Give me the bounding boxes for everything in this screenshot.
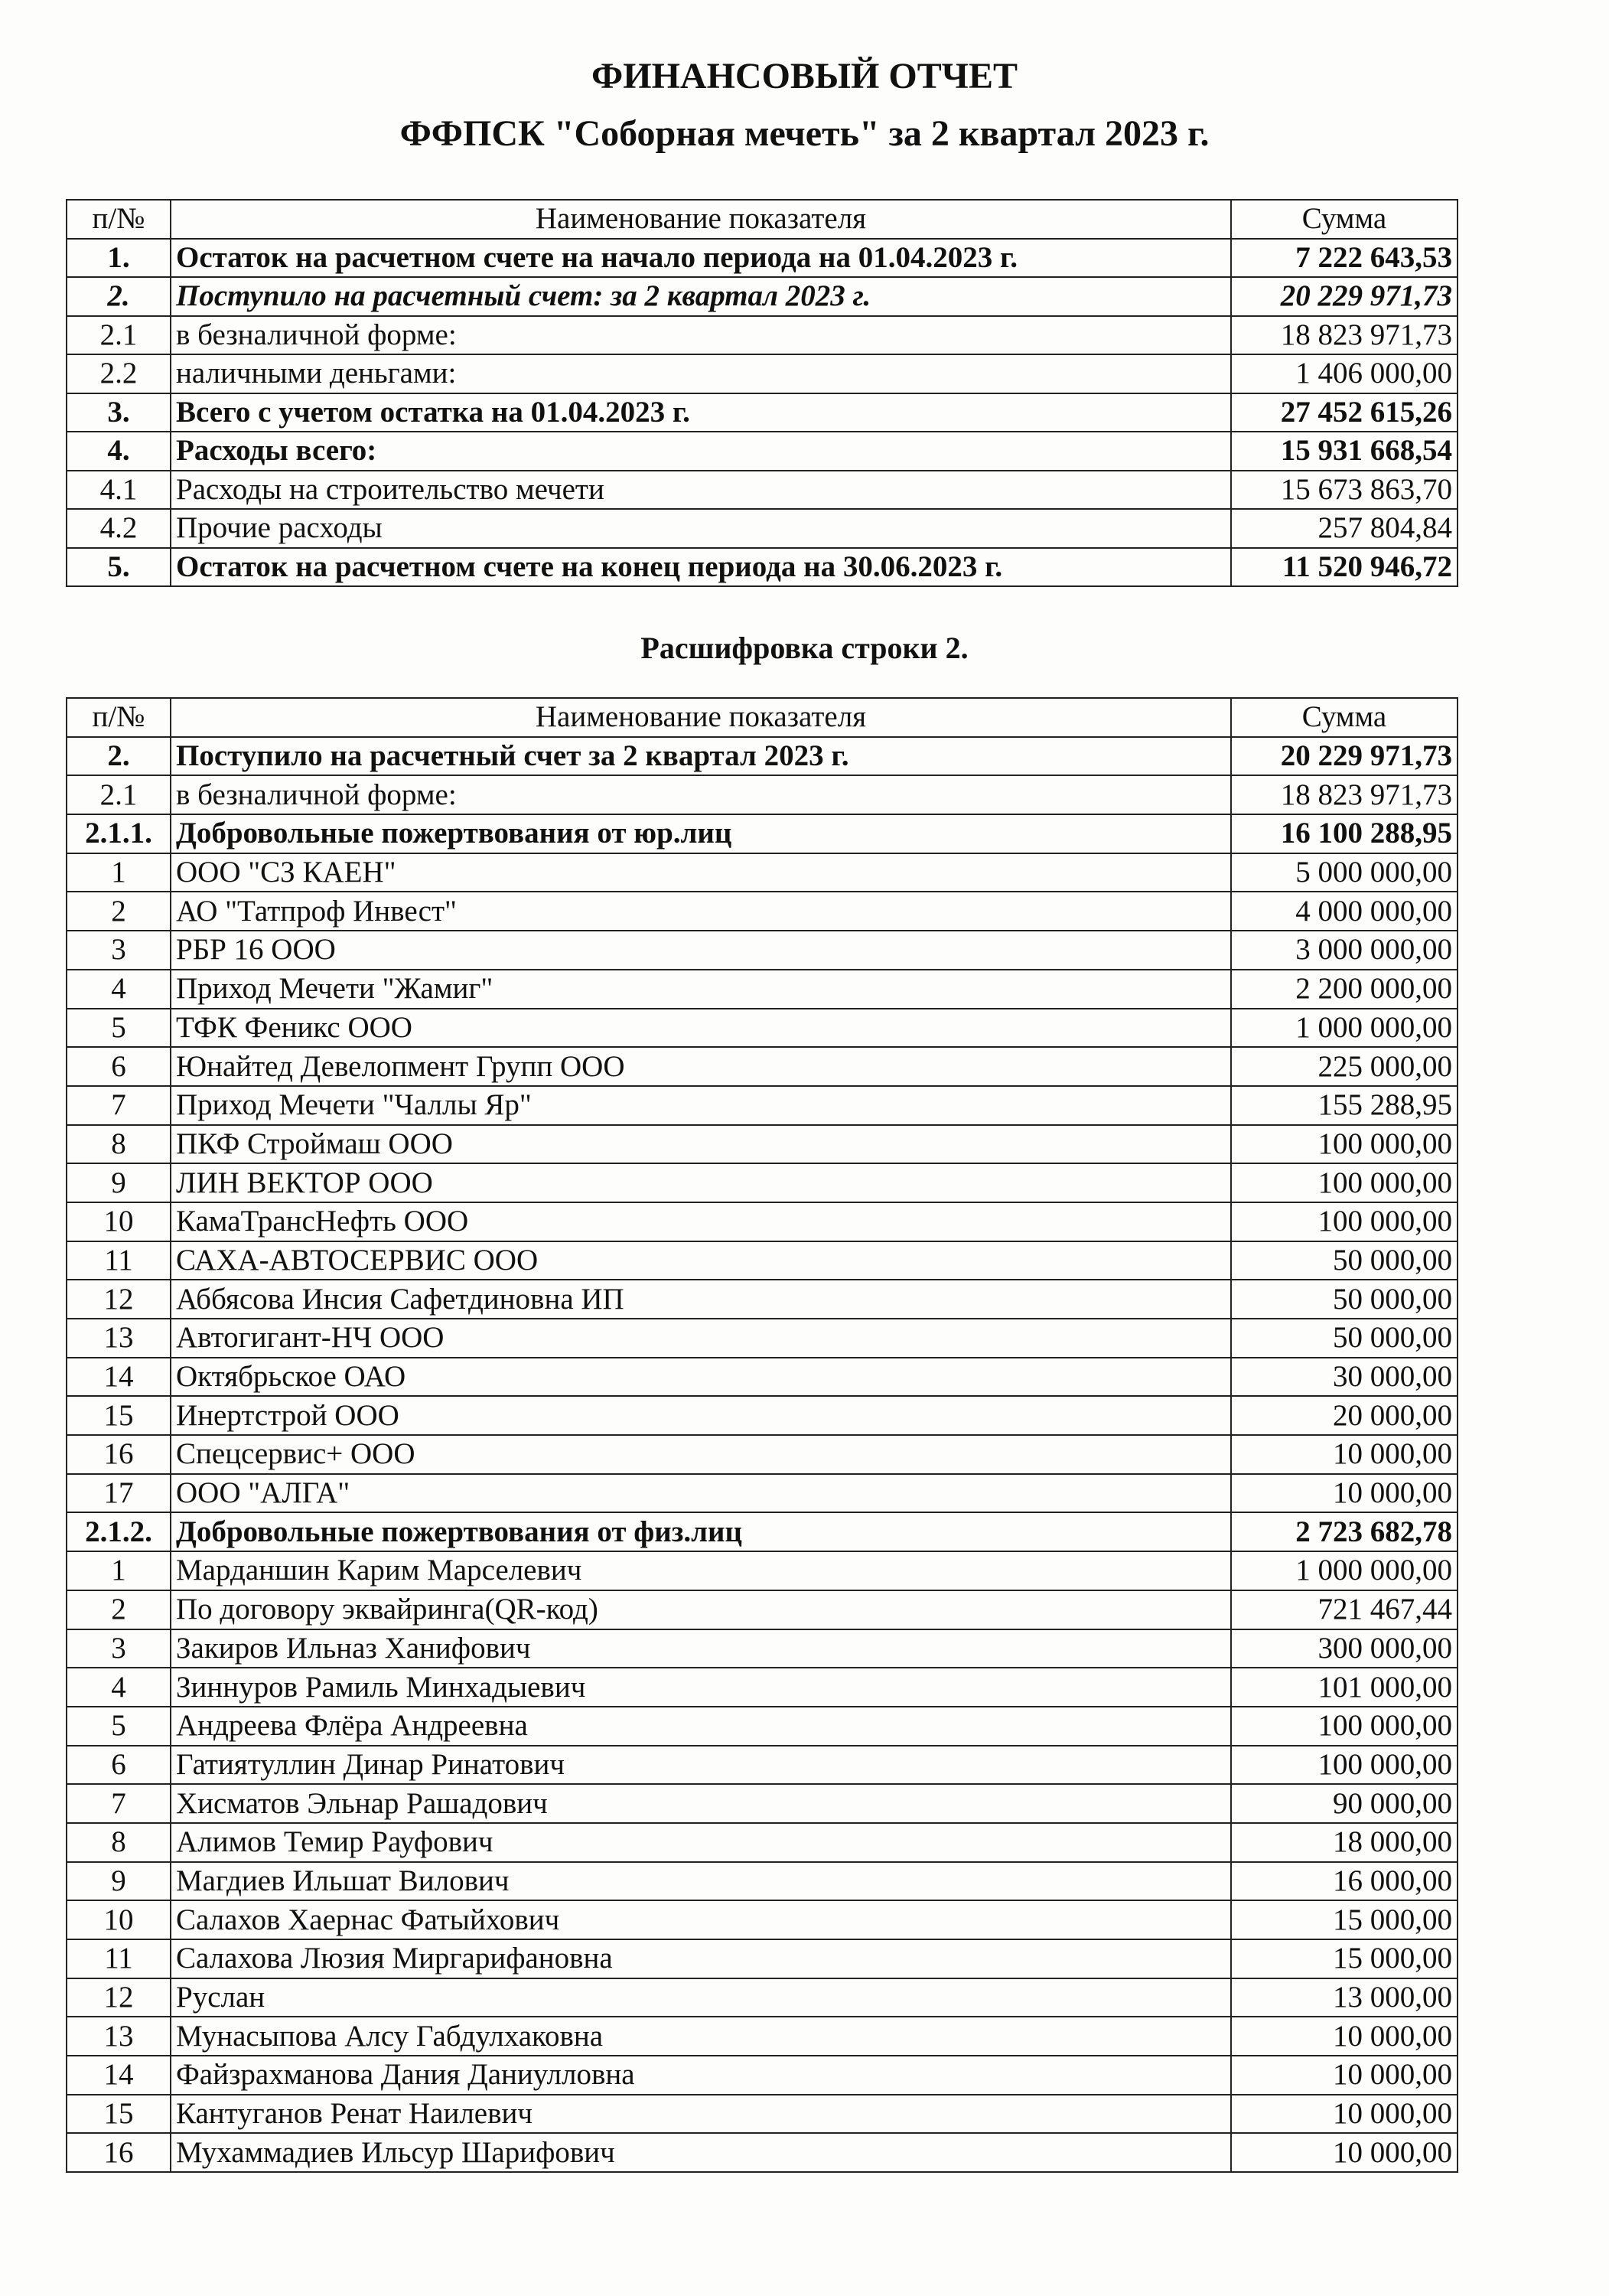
row-sum: 721 467,44 <box>1231 1590 1458 1629</box>
table-row <box>67 1939 1458 1978</box>
table-row <box>67 1629 1458 1668</box>
row-sum: 16 000,00 <box>1231 1862 1458 1901</box>
table-row <box>67 1862 1458 1901</box>
row-number: 2.2 <box>67 354 171 393</box>
table-row <box>67 1163 1458 1202</box>
table-row <box>67 1978 1458 2017</box>
row-number: 5. <box>67 548 171 587</box>
row-name: Остаток на расчетном счете на начало периода на 01.04.2023 г. <box>171 239 1231 278</box>
row-name: Салахов Хаернас Фатыйхович <box>171 1900 1231 1939</box>
row-number: 2. <box>67 737 171 776</box>
row-name: Мунасыпова Алсу Габдулхаковна <box>171 2017 1231 2056</box>
row-name: Кантуганов Ренат Наилевич <box>171 2095 1231 2134</box>
table-row <box>67 1396 1458 1435</box>
row-sum: 10 000,00 <box>1231 2056 1458 2095</box>
row-sum: 1 000 000,00 <box>1231 1551 1458 1590</box>
row-number: 4 <box>67 1668 171 1707</box>
table-row <box>67 239 1458 278</box>
table-row <box>67 471 1458 510</box>
row-number: 14 <box>67 1358 171 1397</box>
page-title: ФИНАНСОВЫЙ ОТЧЕТ <box>591 56 1018 96</box>
breakdown-title: Расшифровка строки 2. <box>640 631 969 665</box>
row-sum: 3 000 000,00 <box>1231 931 1458 970</box>
row-number: 10 <box>67 1900 171 1939</box>
row-sum: 1 000 000,00 <box>1231 1009 1458 1048</box>
row-name: ПКФ Строймаш ООО <box>171 1125 1231 1164</box>
row-sum: 10 000,00 <box>1231 1474 1458 1513</box>
row-name: Марданшин Карим Марселевич <box>171 1551 1231 1590</box>
row-number: 13 <box>67 1319 171 1358</box>
row-sum: 20 229 971,73 <box>1231 737 1458 776</box>
row-name: Расходы на строительство мечети <box>171 471 1231 510</box>
column-header-sum: Сумма <box>1231 200 1458 239</box>
row-sum: 50 000,00 <box>1231 1241 1458 1280</box>
row-number: 2 <box>67 892 171 931</box>
row-number: 4. <box>67 432 171 471</box>
row-number: 17 <box>67 1474 171 1513</box>
table-row <box>67 1047 1458 1086</box>
row-sum: 90 000,00 <box>1231 1784 1458 1823</box>
row-name: Прочие расходы <box>171 509 1231 548</box>
row-sum: 18 823 971,73 <box>1231 316 1458 355</box>
row-name: Мухаммадиев Ильсур Шарифович <box>171 2133 1231 2172</box>
row-name: Поступило на расчетный счет: за 2 квартал 2023 г. <box>171 277 1231 316</box>
row-number: 14 <box>67 2056 171 2095</box>
row-number: 12 <box>67 1280 171 1319</box>
row-sum: 100 000,00 <box>1231 1707 1458 1746</box>
row-sum: 30 000,00 <box>1231 1358 1458 1397</box>
row-number: 9 <box>67 1163 171 1202</box>
row-sum: 13 000,00 <box>1231 1978 1458 2017</box>
row-name: Приход Мечети "Жамиг" <box>171 970 1231 1009</box>
table-row <box>67 316 1458 355</box>
row-sum: 15 000,00 <box>1231 1939 1458 1978</box>
row-name: Руслан <box>171 1978 1231 2017</box>
row-name: Файзрахманова Дания Даниулловна <box>171 2056 1231 2095</box>
row-number: 2.1.2. <box>67 1512 171 1551</box>
row-number: 15 <box>67 2095 171 2134</box>
row-number: 10 <box>67 1202 171 1241</box>
row-sum: 20 229 971,73 <box>1231 277 1458 316</box>
row-name: АО "Татпроф Инвест" <box>171 892 1231 931</box>
table-row <box>67 432 1458 471</box>
table-row <box>67 1125 1458 1164</box>
table-row <box>67 1551 1458 1590</box>
row-number: 5 <box>67 1707 171 1746</box>
row-sum: 5 000 000,00 <box>1231 853 1458 892</box>
table-row <box>67 1707 1458 1746</box>
row-number: 11 <box>67 1939 171 1978</box>
row-number: 3 <box>67 931 171 970</box>
row-name: Закиров Ильназ Ханифович <box>171 1629 1231 1668</box>
row-number: 16 <box>67 1435 171 1474</box>
row-number: 2. <box>67 277 171 316</box>
table-row <box>67 548 1458 587</box>
row-sum: 300 000,00 <box>1231 1629 1458 1668</box>
row-name: Гатиятуллин Динар Ринатович <box>171 1746 1231 1785</box>
row-name: КамаТрансНефть ООО <box>171 1202 1231 1241</box>
row-number: 4 <box>67 970 171 1009</box>
row-number: 2 <box>67 1590 171 1629</box>
row-sum: 15 000,00 <box>1231 1900 1458 1939</box>
column-header-sum: Сумма <box>1231 698 1458 737</box>
row-number: 8 <box>67 1823 171 1862</box>
row-sum: 10 000,00 <box>1231 2017 1458 2056</box>
row-number: 4.1 <box>67 471 171 510</box>
row-number: 6 <box>67 1047 171 1086</box>
page-subtitle: ФФПСК "Соборная мечеть" за 2 квартал 2023 г. <box>399 113 1210 154</box>
table-row <box>67 2133 1458 2172</box>
table-row <box>67 1474 1458 1513</box>
row-number: 13 <box>67 2017 171 2056</box>
table-row <box>67 509 1458 548</box>
row-name: Салахова Люзия Миргарифановна <box>171 1939 1231 1978</box>
row-sum: 20 000,00 <box>1231 1396 1458 1435</box>
row-sum: 15 673 863,70 <box>1231 471 1458 510</box>
row-name: Всего с учетом остатка на 01.04.2023 г. <box>171 393 1231 432</box>
row-sum: 50 000,00 <box>1231 1280 1458 1319</box>
row-sum: 155 288,95 <box>1231 1086 1458 1125</box>
row-name: ООО "АЛГА" <box>171 1474 1231 1513</box>
row-name: Автогигант-НЧ ООО <box>171 1319 1231 1358</box>
row-name: Остаток на расчетном счете на конец периода на 30.06.2023 г. <box>171 548 1231 587</box>
row-sum: 2 200 000,00 <box>1231 970 1458 1009</box>
table-row <box>67 277 1458 316</box>
table-row <box>67 1319 1458 1358</box>
row-number: 3. <box>67 393 171 432</box>
row-sum: 27 452 615,26 <box>1231 393 1458 432</box>
row-number: 15 <box>67 1396 171 1435</box>
row-name: Алимов Темир Рауфович <box>171 1823 1231 1862</box>
row-sum: 7 222 643,53 <box>1231 239 1458 278</box>
row-number: 5 <box>67 1009 171 1048</box>
row-sum: 100 000,00 <box>1231 1202 1458 1241</box>
table-row <box>67 2056 1458 2095</box>
row-name: ООО "СЗ КАЕН" <box>171 853 1231 892</box>
row-sum: 11 520 946,72 <box>1231 548 1458 587</box>
table-row <box>67 1241 1458 1280</box>
row-name: Юнайтед Девелопмент Групп ООО <box>171 1047 1231 1086</box>
column-header-name: Наименование показателя <box>171 200 1231 239</box>
row-name: Поступило на расчетный счет за 2 квартал 2023 г. <box>171 737 1231 776</box>
row-name: Аббясова Инсия Сафетдиновна ИП <box>171 1280 1231 1319</box>
row-name: Добровольные пожертвования от физ.лиц <box>171 1512 1231 1551</box>
row-number: 2.1 <box>67 775 171 814</box>
table-row <box>67 1784 1458 1823</box>
breakdown-table <box>66 697 1458 2173</box>
table-row <box>67 1512 1458 1551</box>
table-row <box>67 1590 1458 1629</box>
row-sum: 15 931 668,54 <box>1231 432 1458 471</box>
row-number: 2.1.1. <box>67 814 171 853</box>
row-number: 4.2 <box>67 509 171 548</box>
table-header-row <box>67 200 1458 239</box>
row-number: 1 <box>67 1551 171 1590</box>
row-number: 1 <box>67 853 171 892</box>
table-row <box>67 775 1458 814</box>
row-number: 7 <box>67 1086 171 1125</box>
row-sum: 10 000,00 <box>1231 2095 1458 2134</box>
table-row <box>67 1900 1458 1939</box>
row-number: 7 <box>67 1784 171 1823</box>
table-row <box>67 2017 1458 2056</box>
row-sum: 16 100 288,95 <box>1231 814 1458 853</box>
row-name: Приход Мечети "Чаллы Яр" <box>171 1086 1231 1125</box>
table-row <box>67 1746 1458 1785</box>
column-header-number: п/№ <box>67 200 171 239</box>
table-row <box>67 737 1458 776</box>
table-row <box>67 1086 1458 1125</box>
row-name: САХА-АВТОСЕРВИС ООО <box>171 1241 1231 1280</box>
row-name: Добровольные пожертвования от юр.лиц <box>171 814 1231 853</box>
table-row <box>67 1009 1458 1048</box>
table-row <box>67 393 1458 432</box>
row-sum: 100 000,00 <box>1231 1746 1458 1785</box>
row-name: Инертстрой ООО <box>171 1396 1231 1435</box>
row-sum: 100 000,00 <box>1231 1125 1458 1164</box>
table-row <box>67 931 1458 970</box>
row-sum: 10 000,00 <box>1231 2133 1458 2172</box>
row-sum: 2 723 682,78 <box>1231 1512 1458 1551</box>
row-name: ТФК Феникс ООО <box>171 1009 1231 1048</box>
row-name: ЛИН ВЕКТОР ООО <box>171 1163 1231 1202</box>
row-number: 1. <box>67 239 171 278</box>
row-name: Октябрьское ОАО <box>171 1358 1231 1397</box>
table-row <box>67 1668 1458 1707</box>
table-row <box>67 814 1458 853</box>
row-name: в безналичной форме: <box>171 316 1231 355</box>
row-sum: 18 823 971,73 <box>1231 775 1458 814</box>
row-sum: 101 000,00 <box>1231 1668 1458 1707</box>
row-number: 6 <box>67 1746 171 1785</box>
table-row <box>67 1823 1458 1862</box>
row-sum: 18 000,00 <box>1231 1823 1458 1862</box>
row-number: 9 <box>67 1862 171 1901</box>
row-number: 3 <box>67 1629 171 1668</box>
table-row <box>67 354 1458 393</box>
row-sum: 100 000,00 <box>1231 1163 1458 1202</box>
table-row <box>67 970 1458 1009</box>
row-sum: 10 000,00 <box>1231 1435 1458 1474</box>
row-name: Андреева Флёра Андреевна <box>171 1707 1231 1746</box>
row-sum: 4 000 000,00 <box>1231 892 1458 931</box>
table-row <box>67 1435 1458 1474</box>
row-sum: 50 000,00 <box>1231 1319 1458 1358</box>
table-row <box>67 892 1458 931</box>
row-sum: 225 000,00 <box>1231 1047 1458 1086</box>
row-number: 11 <box>67 1241 171 1280</box>
row-name: РБР 16 ООО <box>171 931 1231 970</box>
row-sum: 257 804,84 <box>1231 509 1458 548</box>
summary-table <box>66 199 1458 587</box>
table-header-row <box>67 698 1458 737</box>
row-name: Зиннуров Рамиль Минхадыевич <box>171 1668 1231 1707</box>
row-sum: 1 406 000,00 <box>1231 354 1458 393</box>
row-number: 2.1 <box>67 316 171 355</box>
row-number: 8 <box>67 1125 171 1164</box>
row-number: 16 <box>67 2133 171 2172</box>
table-row <box>67 1280 1458 1319</box>
table-row <box>67 853 1458 892</box>
row-name: в безналичной форме: <box>171 775 1231 814</box>
table-row <box>67 2095 1458 2134</box>
column-header-number: п/№ <box>67 698 171 737</box>
row-number: 12 <box>67 1978 171 2017</box>
table-row <box>67 1202 1458 1241</box>
row-name: Хисматов Эльнар Рашадович <box>171 1784 1231 1823</box>
row-name: Спецсервис+ ООО <box>171 1435 1231 1474</box>
row-name: Магдиев Ильшат Вилович <box>171 1862 1231 1901</box>
row-name: наличными деньгами: <box>171 354 1231 393</box>
row-name: По договору эквайринга(QR-код) <box>171 1590 1231 1629</box>
row-name: Расходы всего: <box>171 432 1231 471</box>
table-row <box>67 1358 1458 1397</box>
column-header-name: Наименование показателя <box>171 698 1231 737</box>
